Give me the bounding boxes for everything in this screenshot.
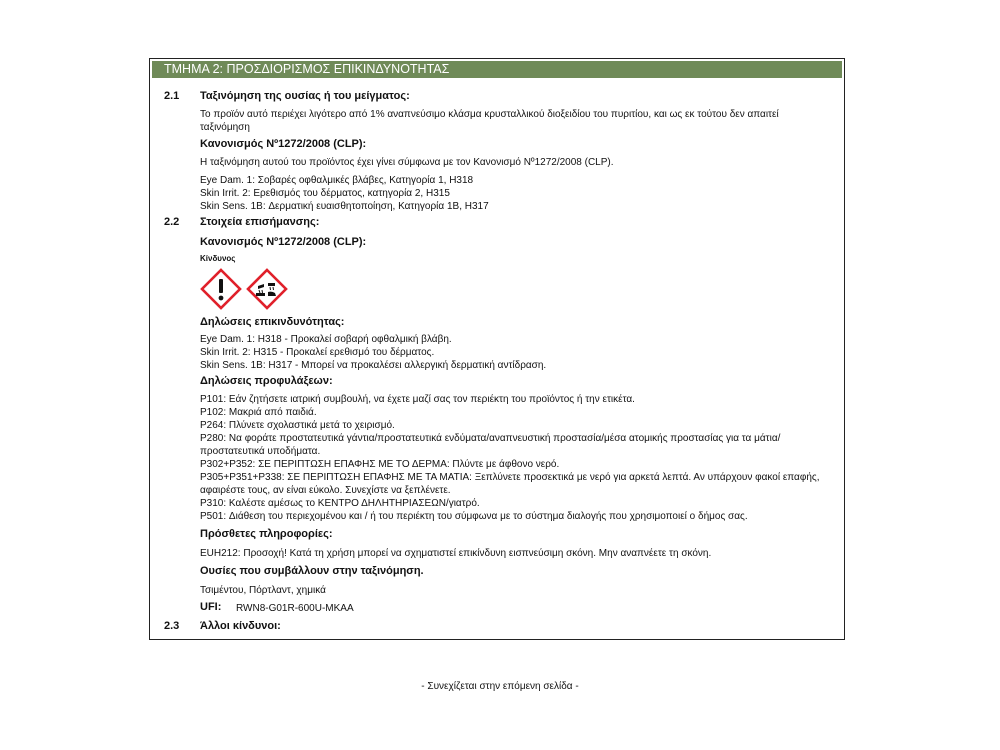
s21-intro: Το προϊόν αυτό περιέχει λιγότερο από 1% αναπνεύσιμο κλάσμα κρυσταλλικού διοξειδίου του πυριτίου, και ως εκ τούτου δεν απαιτεί ταξινόμηση <box>200 109 779 133</box>
section-2-1-title: Ταξινόμηση της ουσίας ή του μείγματος: <box>200 90 410 102</box>
section-2-2-title: Στοιχεία επισήμανσης: <box>200 216 320 228</box>
additional-info-text: EUH212: Προσοχή! Κατά τη χρήση μπορεί να σχηματιστεί επικίνδυνη εισπνεύσιμη σκόνη. Μην αναπνέετε τη σκόνη. <box>200 548 712 559</box>
exclamation-pictogram-icon <box>200 268 242 310</box>
corrosion-pictogram-icon <box>246 268 288 310</box>
precaution-p305-p351-p338: P305+P351+P338: ΣΕ ΠΕΡΙΠΤΩΣΗ ΕΠΑΦΗΣ ΜΕ ΤΑ ΜΑΤΙΑ: Ξεπλύνετε προσεκτικά με νερό για αρκετά λεπτά. Αν υπάρχουν φακοί επαφής, αφαιρέστε τους, αν είναι εύκολο. Συνεχίστε να ξεπλένετε. <box>200 472 820 496</box>
precaution-p310: P310: Καλέστε αμέσως το ΚΕΝΤΡΟ ΔΗΛΗΤΗΡΙΑΣΕΩΝ/γιατρό. <box>200 498 480 509</box>
s22-reg-title: Κανονισμός Νº1272/2008 (CLP): <box>200 236 367 248</box>
precaution-p102: P102: Μακριά από παιδιά. <box>200 407 317 418</box>
precaution-p101: P101: Εάν ζητήσετε ιατρική συμβουλή, να έχετε μαζί σας τον περιέκτη του προϊόντος ή την ετικέτα. <box>200 394 635 405</box>
continued-footer: - Συνεχίζεται στην επόμενη σελίδα - <box>421 681 579 692</box>
s21-class-2: Skin Irrit. 2: Ερεθισμός του δέρματος, κατηγορία 2, H315 <box>200 188 450 199</box>
s21-class-3: Skin Sens. 1B: Δερματική ευαισθητοποίηση, Κατηγορία 1B, H317 <box>200 201 489 212</box>
precaution-p302-p352: P302+P352: ΣΕ ΠΕΡΙΠΤΩΣΗ ΕΠΑΦΗΣ ΜΕ ΤΟ ΔΕΡΜΑ: Πλύντε με άφθονο νερό. <box>200 459 560 470</box>
precaution-p501: P501: Διάθεση του περιεχομένου και / ή του περιέκτη του σύμφωνα με το σύστημα διαλογής που χρησιμοποιεί ο δήμος σας. <box>200 511 748 522</box>
precaution-p264: P264: Πλύνετε σχολαστικά μετά το χειρισμό. <box>200 420 395 431</box>
ufi-value: RWN8-G01R-600U-MKAA <box>236 603 354 614</box>
hazard-1: Eye Dam. 1: H318 - Προκαλεί σοβαρή οφθαλμική βλάβη. <box>200 334 452 345</box>
section-2-3-number: 2.3 <box>164 620 180 632</box>
s21-reg-text: Η ταξινόμηση αυτού του προϊόντος έχει γίνει σύμφωνα με τον Κανονισμό Νº1272/2008 (CLP). <box>200 157 614 168</box>
section-2-3-title: Άλλοι κίνδυνοι: <box>200 620 281 632</box>
hazard-2: Skin Irrit. 2: H315 - Προκαλεί ερεθισμό του δέρματος. <box>200 347 435 358</box>
hazard-statements-title: Δηλώσεις επικινδυνότητας: <box>200 316 345 328</box>
hazard-3: Skin Sens. 1B: H317 - Μπορεί να προκαλέσει αλλεργική δερματική αντίδραση. <box>200 360 547 371</box>
ufi-label: UFI: <box>200 601 222 613</box>
substances-title: Ουσίες που συμβάλλουν στην ταξινόμηση. <box>200 565 424 577</box>
section-header: ΤΜΗΜΑ 2: ΠΡΟΣΔΙΟΡΙΣΜΟΣ ΕΠΙΚΙΝΔΥΝΟΤΗΤΑΣ <box>152 61 842 78</box>
s21-class-1: Eye Dam. 1: Σοβαρές οφθαλμικές βλάβες, Κατηγορία 1, H318 <box>200 175 474 186</box>
section-2-frame <box>149 58 845 640</box>
additional-info-title: Πρόσθετες πληροφορίες: <box>200 528 333 540</box>
precaution-p280: P280: Να φοράτε προστατευτικά γάντια/προστατευτικά ενδύματα/αναπνευστική προστασία/μέσα ατομικής προστασίας για τα μάτια/προστατευτικά υποδήματα. <box>200 433 781 457</box>
s21-reg-title: Κανονισμός Νº1272/2008 (CLP): <box>200 138 367 150</box>
substances-text: Τσιμέντου, Πόρτλαντ, χημικά <box>200 585 326 596</box>
signal-word: Κίνδυνος <box>200 254 236 263</box>
section-2-1-number: 2.1 <box>164 90 180 102</box>
precaution-statements-title: Δηλώσεις προφυλάξεων: <box>200 375 333 387</box>
section-2-2-number: 2.2 <box>164 216 180 228</box>
